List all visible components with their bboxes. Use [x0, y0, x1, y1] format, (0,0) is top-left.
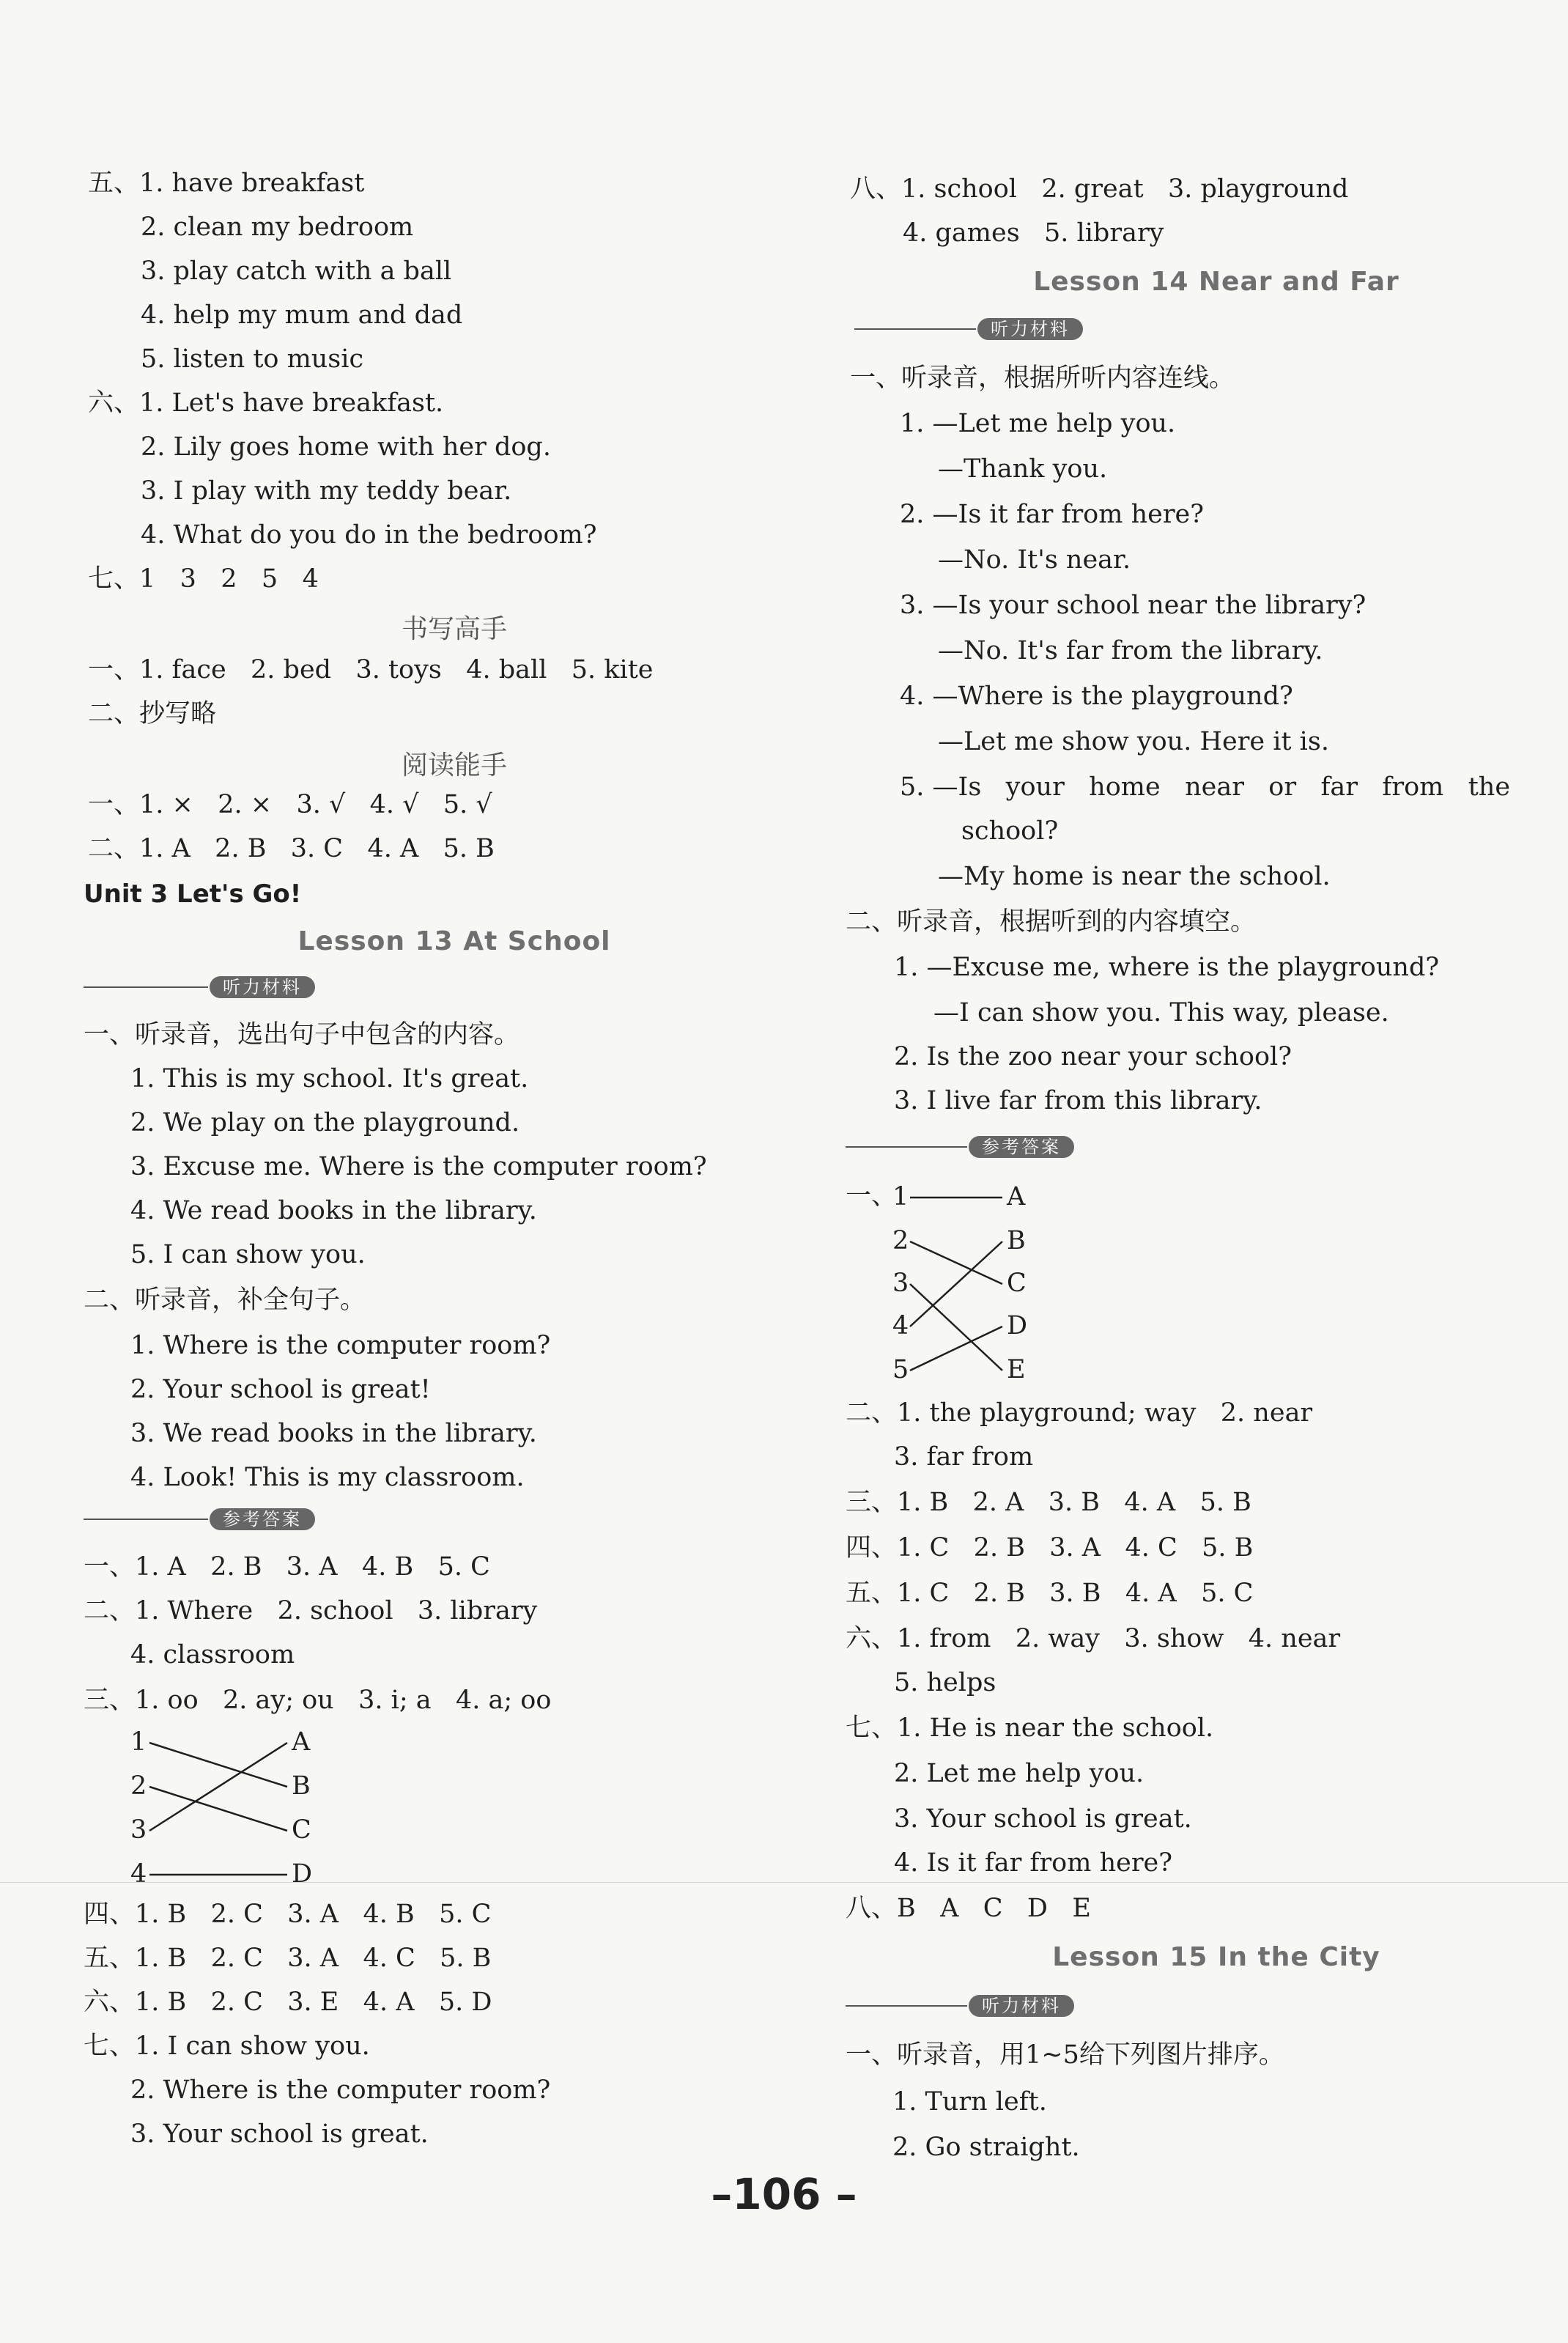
section-title: 书写高手 — [401, 614, 507, 644]
answer-line: 六、1. Let's have breakfast. — [88, 388, 444, 418]
match-letter: A — [1007, 1182, 1026, 1211]
match-letter: D — [292, 1859, 313, 1889]
answer-line: 一、1. × 2. × 3. √ 4. √ 5. √ — [88, 790, 492, 819]
listening-material-divider — [846, 1995, 1153, 2017]
answer-line: 5. listen to music — [141, 344, 364, 374]
answer-line: —No. It's near. — [938, 545, 1131, 575]
match-number: 1 — [892, 1182, 909, 1211]
right-column — [835, 0, 1568, 2343]
answer-line: 三、1. B 2. A 3. B 4. A 5. B — [846, 1488, 1251, 1517]
answer-line: 2. —Is it far from here? — [900, 500, 1205, 529]
answer-line: 3. I live far from this library. — [894, 1086, 1262, 1115]
answer-line: 1. Where is the computer room? — [130, 1331, 551, 1360]
answer-line: 1. Turn left. — [892, 2087, 1047, 2117]
answer-line: 三、1. oo 2. ay; ou 3. i; a 4. a; oo — [84, 1686, 552, 1715]
listening-material-badge: 听力材料 — [210, 976, 315, 998]
answer-line: 5. —Is your home near or far from the — [900, 772, 1511, 802]
match-letter: B — [1007, 1226, 1026, 1255]
answer-line: 3. Your school is great. — [894, 1804, 1192, 1834]
question-line: 二、听录音，补全句子。 — [84, 1285, 366, 1315]
question-line: 二、听录音，根据听到的内容填空。 — [846, 907, 1257, 937]
answer-line: 八、B A C D E — [846, 1894, 1091, 1923]
reference-answers-badge: 参考答案 — [210, 1508, 315, 1530]
answer-line: 五、1. have breakfast — [88, 169, 365, 198]
match-line — [910, 1241, 1002, 1284]
answer-line: 3. We read books in the library. — [130, 1419, 537, 1448]
answer-line: 4. Is it far from here? — [894, 1848, 1173, 1878]
match-number: 3 — [130, 1815, 147, 1845]
answer-line: 二、1. the playground; way 2. near — [846, 1398, 1313, 1428]
answer-line: 2. Let me help you. — [894, 1759, 1144, 1788]
answer-line: 五、1. B 2. C 3. A 4. C 5. B — [84, 1944, 492, 1973]
answer-line: 2. We play on the playground. — [130, 1108, 520, 1137]
question-line: 一、听录音，根据所听内容连线。 — [850, 364, 1235, 393]
matching-diagram-lesson14 — [891, 1177, 1038, 1390]
answer-line: school? — [961, 816, 1059, 846]
match-line — [910, 1327, 1002, 1370]
answer-line: —Thank you. — [938, 454, 1108, 484]
match-line — [149, 1743, 287, 1787]
lesson-title: Lesson 14 Near and Far — [1033, 267, 1399, 297]
reference-answers-divider — [84, 1508, 391, 1530]
match-number: 3 — [892, 1269, 909, 1298]
match-number: 4 — [130, 1859, 147, 1889]
answer-line: 3. Your school is great. — [130, 2119, 429, 2149]
answer-line: 四、1. B 2. C 3. A 4. B 5. C — [84, 1900, 492, 1929]
answer-line: 四、1. C 2. B 3. A 4. C 5. B — [846, 1533, 1254, 1562]
answer-line: 4. What do you do in the bedroom? — [141, 520, 597, 550]
match-number: 2 — [892, 1226, 909, 1255]
lesson-title: Lesson 13 At School — [297, 926, 611, 956]
page-number: –106 – — [711, 2169, 857, 2219]
lesson-title: Lesson 15 In the City — [1052, 1942, 1380, 1972]
answer-line: 七、1 3 2 5 4 — [88, 564, 319, 594]
answer-line: 八、1. school 2. great 3. playground — [850, 174, 1349, 204]
answer-line: —Let me show you. Here it is. — [938, 727, 1329, 756]
answer-line: 2. Go straight. — [892, 2133, 1080, 2162]
left-column — [73, 0, 835, 2343]
answer-line: 4. games 5. library — [903, 218, 1164, 248]
answer-line: —I can show you. This way, please. — [933, 998, 1389, 1027]
answer-line: 二、1. Where 2. school 3. library — [84, 1596, 538, 1626]
listening-material-badge: 听力材料 — [969, 1995, 1074, 2017]
match-line — [910, 1284, 1002, 1370]
answer-line: 七、1. I can show you. — [84, 2032, 370, 2061]
match-letter: C — [1007, 1269, 1027, 1298]
answer-line: 一、1. A 2. B 3. A 4. B 5. C — [84, 1552, 490, 1582]
match-letter: E — [1007, 1355, 1026, 1384]
section-title: 阅读能手 — [401, 750, 507, 781]
answer-line: 六、1. from 2. way 3. show 4. near — [846, 1624, 1341, 1653]
answer-line: 2. Lily goes home with her dog. — [141, 432, 551, 462]
answer-line: 二、1. A 2. B 3. C 4. A 5. B — [88, 834, 495, 863]
answer-line: 一、 — [846, 1181, 898, 1211]
listening-material-divider — [84, 976, 391, 998]
match-number: 5 — [892, 1355, 909, 1384]
answer-line: 2. Your school is great! — [130, 1375, 431, 1404]
answer-line: 4. Look! This is my classroom. — [130, 1463, 525, 1492]
answer-line: 4. We read books in the library. — [130, 1196, 537, 1225]
match-letter: A — [292, 1727, 311, 1757]
answer-line: 二、抄写略 — [88, 699, 217, 728]
answer-line: 5. helps — [894, 1668, 996, 1697]
answer-line: 2. clean my bedroom — [141, 213, 414, 242]
answer-line: 2. Where is the computer room? — [130, 2076, 551, 2105]
answer-line: 3. play catch with a ball — [141, 257, 452, 286]
answer-line: 3. —Is your school near the library? — [900, 591, 1367, 620]
match-number: 2 — [130, 1771, 147, 1801]
unit-heading: Unit 3 Let's Go! — [84, 879, 302, 909]
answer-line: 5. I can show you. — [130, 1240, 366, 1269]
match-letter: D — [1007, 1311, 1028, 1340]
answer-line: 4. classroom — [130, 1640, 295, 1669]
answer-line: 3. Excuse me. Where is the computer room? — [130, 1152, 707, 1181]
answer-line: —No. It's far from the library. — [938, 636, 1323, 665]
answer-line: 六、1. B 2. C 3. E 4. A 5. D — [84, 1988, 492, 2017]
matching-diagram-lesson13 — [125, 1722, 315, 1891]
answer-line: 4. help my mum and dad — [141, 300, 463, 330]
answer-line: —My home is near the school. — [938, 862, 1331, 891]
match-letter: C — [292, 1815, 311, 1845]
match-number: 1 — [130, 1727, 147, 1757]
answer-line: 1. —Let me help you. — [900, 409, 1176, 438]
answer-line: 1. This is my school. It's great. — [130, 1064, 529, 1093]
listening-material-badge: 听力材料 — [977, 318, 1083, 340]
match-line — [149, 1743, 287, 1831]
answer-line: 一、1. face 2. bed 3. toys 4. ball 5. kite — [88, 655, 654, 685]
answer-line: 2. Is the zoo near your school? — [894, 1042, 1293, 1071]
answer-line: 七、1. He is near the school. — [846, 1713, 1214, 1743]
answer-line: 1. —Excuse me, where is the playground? — [894, 953, 1440, 982]
question-line: 一、听录音，选出句子中包含的内容。 — [84, 1020, 520, 1049]
match-number: 4 — [892, 1311, 909, 1340]
answer-line: 五、1. C 2. B 3. B 4. A 5. C — [846, 1579, 1254, 1608]
question-line: 一、听录音，用1~5给下列图片排序。 — [846, 2040, 1284, 2070]
reference-answers-divider — [846, 1136, 1153, 1158]
listening-material-divider — [854, 318, 1162, 340]
match-line — [910, 1241, 1002, 1327]
answer-line: 4. —Where is the playground? — [900, 682, 1293, 711]
answer-line: 3. far from — [894, 1442, 1034, 1472]
match-line — [149, 1787, 287, 1831]
answer-line: 3. I play with my teddy bear. — [141, 476, 512, 506]
reference-answers-badge: 参考答案 — [969, 1136, 1074, 1158]
match-letter: B — [292, 1771, 311, 1801]
